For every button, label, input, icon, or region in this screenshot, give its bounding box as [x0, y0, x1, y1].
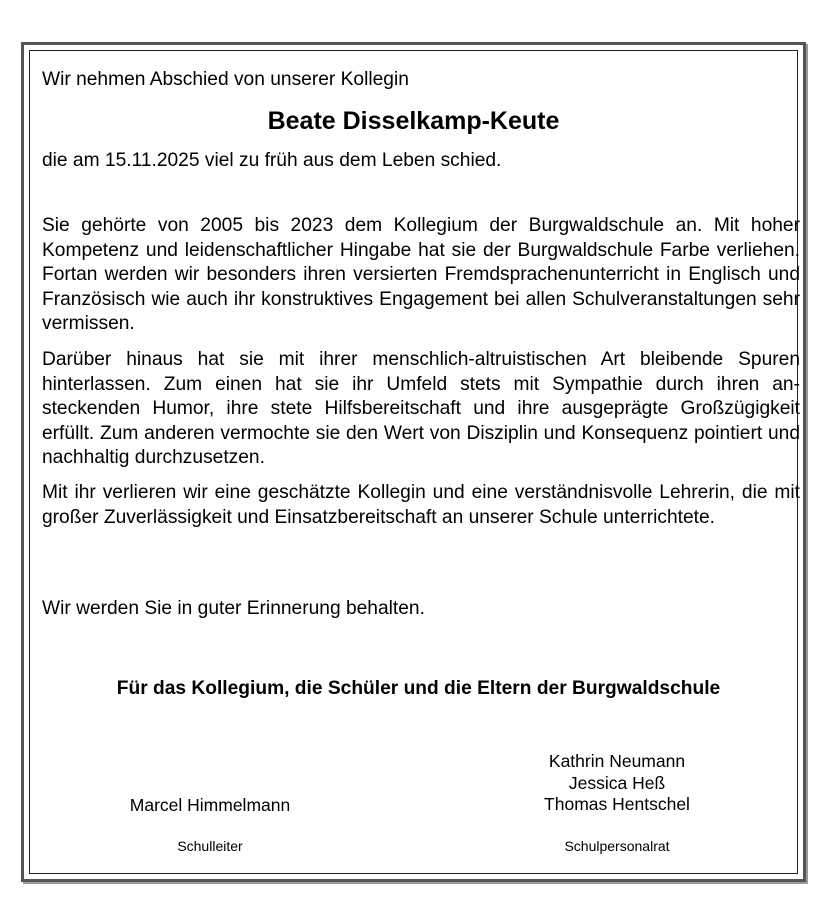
signatory-name: Kathrin Neumann: [548, 751, 686, 771]
obituary-inner-border: [29, 50, 798, 874]
paragraph-career: Sie gehörte von 2005 bis 2023 dem Kollegium der Burgwaldschule an. Mit hoher Kompetenz und leidenschaftlicher Hingabe hat sie der Burgwaldschule Farbe verliehen. Fortan werden wir besonders ihren versierten Fremdsprachenunterricht in Englisch und Französisch wie auch ihr konstruktives Engagement bei allen Schulveranstaltungen sehr vermissen.: [42, 215, 800, 335]
signatory-name: Marcel Himmelmann: [129, 795, 291, 815]
role-principal: Schulleiter: [177, 838, 243, 854]
signatory-name: Jessica Heß: [568, 772, 666, 793]
death-line: die am 15.11.2025 viel zu früh aus dem Leben schied.: [42, 150, 502, 171]
deceased-name: Beate Disselkamp-Keute: [267, 107, 560, 135]
signatory-name: Thomas Hentschel: [544, 794, 690, 814]
closing-line: Wir werden Sie in guter Erinnerung behalten.: [42, 598, 425, 619]
paragraph-loss: Mit ihr verlieren wir eine geschätzte Kollegin und eine verständnisvolle Lehrerin, die mit großer Zuverlässigkeit und Einsatzbereitschaft an unserer Schule unterrichtete.: [42, 482, 800, 528]
paragraph-personality: Darüber hinaus hat sie mit ihrer menschlich-altruistischen Art bleibende Spuren hinterlassen. Zum einen hat sie ihr Umfeld stets mit Sympathie durch ihren ansteckenden Humor, ihre stete Hilfsbereitschaft und ihre ausgeprägte Großzügigkeit erfüllt. Zum anderen vermochte sie den Wert von Disziplin und Konsequenz pointiert und nachhaltig durchzusetzen.: [42, 349, 800, 469]
dedication-line: Für das Kollegium, die Schüler und die Eltern der Burgwaldschule: [116, 678, 721, 699]
obituary-frame: [21, 42, 806, 882]
intro-line: Wir nehmen Abschied von unserer Kollegin: [42, 69, 409, 90]
signature-principal: [80, 794, 340, 816]
role-staff-council: Schulpersonalrat: [564, 838, 670, 854]
signature-staff-council: [497, 751, 737, 816]
